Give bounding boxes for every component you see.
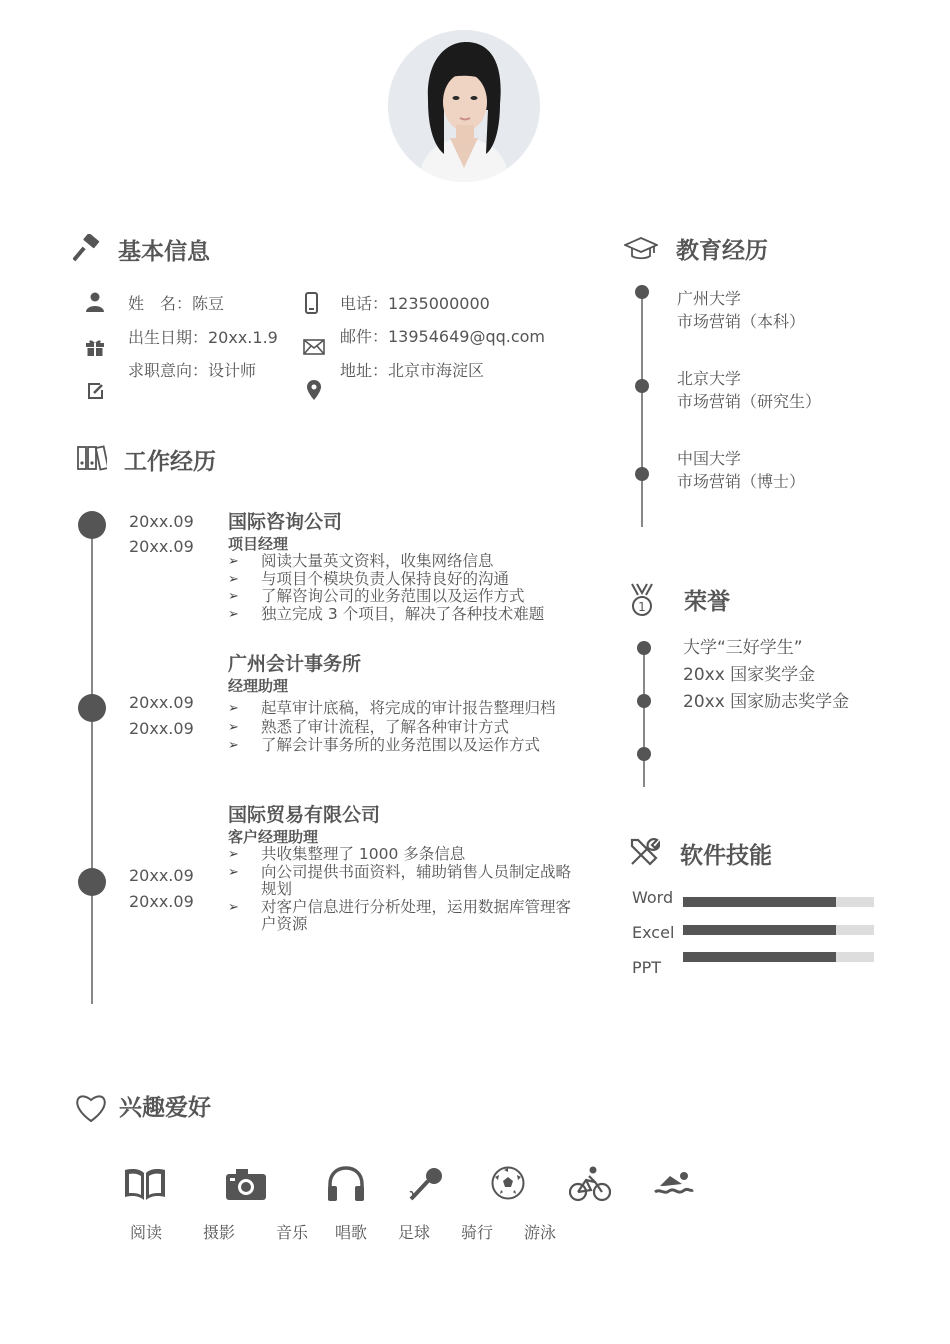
education-school: 广州大学 (677, 289, 742, 308)
cycling-icon (569, 1166, 611, 1202)
microphone-icon (408, 1166, 444, 1202)
skill-name: Word (632, 888, 674, 907)
email-field: 邮件：13954649@qq.com (340, 327, 546, 346)
job-end-date: 20xx.09 (129, 892, 194, 911)
avatar (388, 30, 540, 182)
job-start-date: 20xx.09 (129, 866, 194, 885)
edit-icon (87, 382, 105, 400)
list-item: ➢ 起草审计底稿，将完成的审计报告整理归档 (228, 698, 578, 719)
hobby-label-singing: 唱歌 (335, 1223, 368, 1242)
education-major: 市场营销（本科） (677, 312, 806, 331)
basic-info-title: 基本信息 (118, 239, 210, 265)
skill-bar-fill (683, 897, 836, 907)
list-item: ➢ 阅读大量英文资料，收集网络信息 (228, 553, 573, 571)
list-item: ➢ 独立完成 3 个项目，解决了各种技术难题 (228, 606, 573, 624)
honor-item: 20xx 国家奖学金 (683, 665, 816, 685)
education-timeline-line (641, 285, 643, 527)
skill-bar-fill (683, 925, 836, 935)
person-icon (86, 292, 104, 312)
work-timeline-line (91, 512, 93, 1004)
honors-timeline-line (643, 642, 645, 787)
job-role: 项目经理 (228, 535, 289, 553)
job-intent-field: 求职意向：设计师 (128, 361, 257, 380)
skill-bar-track (683, 952, 874, 962)
education-timeline-dot (635, 467, 649, 481)
honors-timeline-dot (637, 694, 651, 708)
work-timeline-dot (78, 511, 106, 539)
hobby-label-swimming: 游泳 (524, 1223, 557, 1242)
swimming-icon (654, 1168, 694, 1198)
phone-icon (305, 292, 318, 314)
education-title: 教育经历 (676, 238, 768, 264)
skill-bar-track (683, 925, 874, 935)
name-field: 姓 名：陈豆 (128, 294, 225, 313)
education-timeline-dot (635, 285, 649, 299)
list-item: ➢ 共收集整理了 1000 多条信息 (228, 846, 573, 864)
list-item: ➢ 了解咨询公司的业务范围以及运作方式 (228, 588, 573, 606)
job-duties-list (228, 553, 573, 623)
location-icon (307, 380, 321, 400)
job-company: 国际咨询公司 (228, 511, 343, 533)
hobby-label-football: 足球 (398, 1223, 431, 1242)
education-major: 市场营销（研究生） (677, 392, 822, 411)
birth-date-field: 出生日期：20xx.1.9 (128, 328, 278, 347)
list-item: ➢ 向公司提供书面资料，辅助销售人员制定战略规划 (228, 864, 573, 899)
skill-bar-fill (683, 952, 836, 962)
book-icon (123, 1166, 167, 1202)
work-timeline-dot (78, 868, 106, 896)
list-item: ➢ 了解会计事务所的业务范围以及运作方式 (228, 737, 578, 755)
hobby-label-cycling: 骑行 (461, 1223, 494, 1242)
camera-icon (226, 1168, 266, 1200)
hobby-label-reading: 阅读 (130, 1223, 163, 1242)
education-major: 市场营销（博士） (677, 472, 806, 491)
honors-timeline-dot (637, 747, 651, 761)
job-duties-list (228, 698, 578, 754)
job-company: 广州会计事务所 (228, 653, 362, 675)
hobby-label-music: 音乐 (276, 1223, 309, 1242)
tools-icon (628, 836, 660, 868)
work-title: 工作经历 (124, 449, 216, 475)
list-item: ➢ 与项目个模块负责人保持良好的沟通 (228, 571, 573, 589)
phone-field: 电话：1235000000 (340, 294, 490, 313)
honors-timeline-dot (637, 641, 651, 655)
soccer-ball-icon (491, 1166, 525, 1200)
list-item: ➢ 熟悉了审计流程，了解各种审计方式 (228, 719, 578, 737)
heart-icon (74, 1093, 108, 1123)
address-field: 地址：北京市海淀区 (340, 361, 485, 380)
skill-name: Excel (632, 923, 675, 942)
work-timeline-dot (78, 694, 106, 722)
mail-icon (303, 339, 325, 355)
hobby-label-photography: 摄影 (203, 1223, 236, 1242)
medal-icon (629, 583, 655, 617)
job-duties-list (228, 846, 573, 934)
job-end-date: 20xx.09 (129, 537, 194, 556)
graduation-cap-icon (624, 236, 658, 260)
gift-icon (86, 339, 104, 356)
skills-title: 软件技能 (680, 843, 772, 869)
headphones-icon (327, 1166, 365, 1202)
svg-text:1: 1 (638, 600, 646, 614)
education-school: 北京大学 (677, 369, 742, 388)
job-role: 客户经理助理 (228, 828, 319, 846)
binders-icon (77, 445, 107, 471)
job-end-date: 20xx.09 (129, 719, 194, 738)
job-start-date: 20xx.09 (129, 512, 194, 531)
job-role: 经理助理 (228, 677, 289, 695)
education-school: 中国大学 (677, 449, 742, 468)
job-company: 国际贸易有限公司 (228, 804, 381, 826)
honor-item: 20xx 国家励志奖学金 (683, 692, 850, 712)
job-start-date: 20xx.09 (129, 693, 194, 712)
hammer-icon (73, 234, 101, 262)
honor-item: 大学“三好学生” (683, 638, 803, 658)
list-item: ➢ 对客户信息进行分析处理，运用数据库管理客户资源 (228, 899, 573, 934)
honors-title: 荣誉 (684, 589, 730, 615)
education-timeline-dot (635, 379, 649, 393)
skill-bar-track (683, 897, 874, 907)
hobbies-title: 兴趣爱好 (119, 1095, 211, 1121)
skill-name: PPT (632, 958, 662, 977)
